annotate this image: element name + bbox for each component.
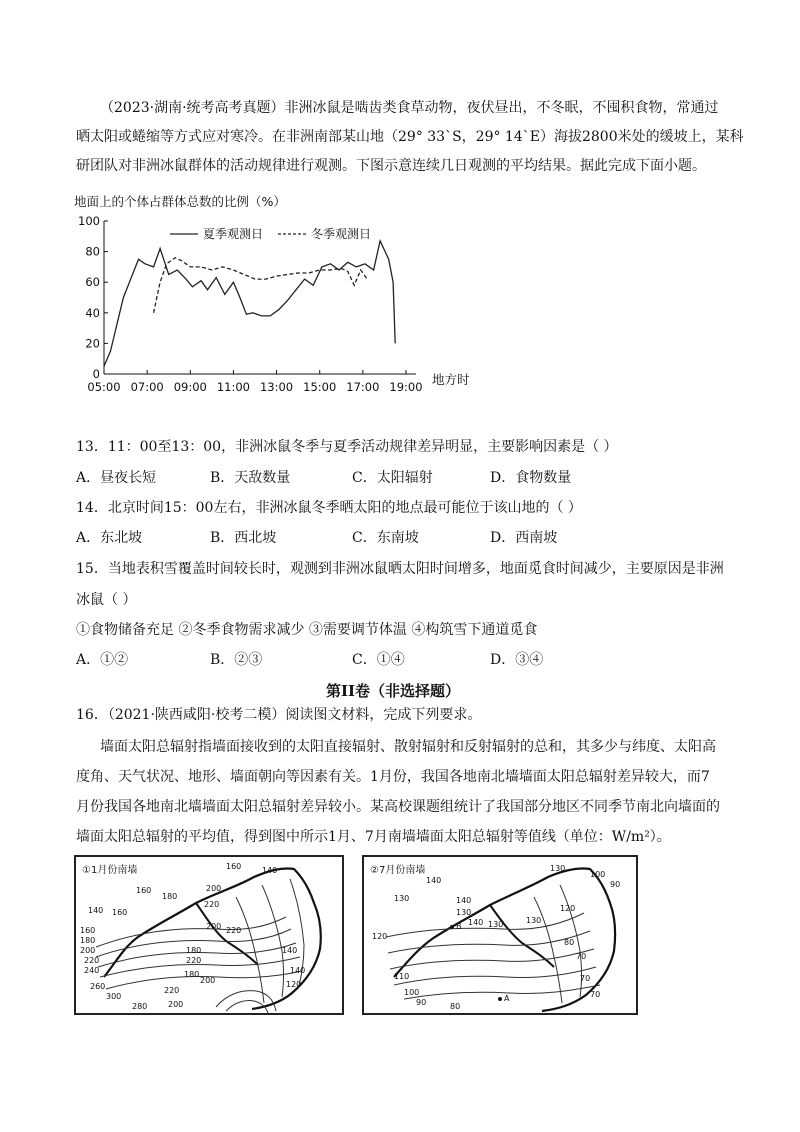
map-july-label: 70 — [590, 990, 601, 999]
x-axis-label: 地方时 — [432, 372, 470, 387]
y-tick-label: 100 — [78, 214, 100, 228]
map-january-label: 140 — [290, 966, 306, 975]
q16-paragraph-line-4: 墙面太阳总辐射的平均值，得到图中所示1月、7月南墙墙面太阳总辐射等值线（单位：W/m²）。 — [76, 829, 671, 845]
map-january-title: ①1月份南墙 — [82, 865, 138, 876]
map-january-label: 300 — [106, 992, 122, 1001]
map-july-label: 130 — [394, 894, 410, 903]
map-january-label: 220 — [226, 926, 242, 935]
map-january-label: 200 — [200, 976, 216, 985]
map-january-label: 180 — [184, 970, 200, 979]
map-july-label: 130 — [550, 864, 566, 873]
y-tick-label: 40 — [85, 305, 100, 320]
map-january-label: 200 — [80, 946, 96, 955]
x-tick-label: 11:00 — [216, 380, 251, 394]
map-july-label: 100 — [590, 870, 606, 879]
map-january-label: 180 — [162, 892, 178, 901]
q15-option-d[interactable]: D．③④ — [490, 652, 544, 668]
y-tick-label: 60 — [85, 275, 100, 290]
point-b-marker — [450, 925, 454, 929]
section-title: 第II卷（非选择题） — [326, 682, 461, 700]
q15-stem-line-2: 冰鼠（ ） — [76, 592, 137, 608]
q15-option-c[interactable]: C．①④ — [352, 652, 405, 668]
point-a-marker — [498, 997, 502, 1001]
q16-stem: 16．（2021·陕西咸阳·校考二模）阅读图文材料，完成下列要求。 — [76, 707, 482, 723]
x-tick-label: 19:00 — [389, 380, 423, 394]
map-july-label: 140 — [468, 918, 484, 927]
map-january-label: 140 — [262, 866, 278, 875]
map-july-label: 140 — [456, 896, 472, 905]
y-tick-label: 80 — [85, 244, 100, 259]
y-tick-label: 0 — [92, 367, 100, 381]
map-january-label: 140 — [282, 946, 298, 955]
map-january-label: 180 — [80, 936, 96, 945]
map-july-label: 90 — [416, 998, 427, 1007]
map-january-label: 240 — [84, 966, 100, 975]
q16-paragraph-line-2: 度角、天气状况、地形、墙面朝向等因素有关。1月份，我国各地南北墙墙面太阳总辐射差异较大，而7 — [76, 769, 710, 785]
map-july-label: 130 — [456, 908, 472, 917]
q14-stem: 14．北京时间15：00左右，非洲冰鼠冬季晒太阳的地点最可能位于该山地的（ ） — [76, 500, 582, 516]
map-july-label: 140 — [426, 876, 442, 885]
map-july-south-wall — [362, 855, 638, 1015]
map-january-label: 220 — [84, 956, 100, 965]
q13-option-a[interactable]: A．昼夜长短 — [76, 470, 157, 486]
map-january-label: 160 — [136, 886, 152, 895]
x-tick-label: 17:00 — [346, 380, 380, 394]
question-intro-line-2: 晒太阳或蜷缩等方式应对寒冷。在非洲南部某山地（29° 33`S，29° 14`E）海拔2800米处的缓坡上，某科 — [76, 129, 744, 145]
map-january-label: 120 — [286, 980, 302, 989]
map-july-label: 110 — [394, 972, 410, 981]
map-july-svg — [364, 857, 636, 1013]
map-january-svg — [76, 857, 342, 1013]
map-january-label: 160 — [226, 862, 242, 871]
map-july-label: B — [456, 922, 462, 931]
x-tick-label: 15:00 — [303, 380, 337, 394]
q15-option-b[interactable]: B．②③ — [210, 652, 263, 668]
map-january-label: 160 — [80, 926, 96, 935]
q14-option-b[interactable]: B．西北坡 — [210, 530, 277, 546]
map-july-label: 130 — [488, 920, 504, 929]
y-tick-label: 20 — [85, 336, 100, 351]
q14-option-a[interactable]: A．东北坡 — [76, 530, 143, 546]
q13-stem: 13．11：00至13：00，非洲冰鼠冬季与夏季活动规律差异明显，主要影响因素是（ ） — [76, 439, 618, 455]
map-july-label: 120 — [560, 904, 576, 913]
q14-option-d[interactable]: D．西南坡 — [490, 530, 558, 546]
q16-paragraph-line-3: 月份我国各地南北墙墙面太阳总辐射差异较小。某高校课题组统计了我国部分地区不同季节南北向墙面的 — [76, 799, 720, 815]
map-july-label: 120 — [372, 932, 388, 941]
q13-option-b[interactable]: B．天敌数量 — [210, 470, 291, 486]
map-july-label: 130 — [526, 916, 542, 925]
x-tick-label: 09:00 — [173, 380, 207, 394]
map-july-label: 80 — [564, 938, 575, 947]
legend-winter: 冬季观测日 — [311, 227, 372, 241]
map-january-label: 220 — [204, 900, 220, 909]
map-july-label: A — [504, 994, 510, 1003]
map-january-label: 180 — [186, 946, 202, 955]
chart-title: 地面上的个体占群体总数的比例（%） — [74, 194, 286, 209]
map-january-label: 260 — [90, 982, 106, 991]
map-july-label: 70 — [576, 952, 587, 961]
map-july-label: 90 — [610, 880, 621, 889]
x-tick-label: 07:00 — [130, 380, 164, 394]
q15-items: ①食物储备充足 ②冬季食物需求减少 ③需要调节体温 ④构筑雪下通道觅食 — [76, 622, 538, 638]
map-january-label: 160 — [112, 908, 128, 917]
activity-line-chart — [70, 186, 510, 411]
map-january-south-wall — [74, 855, 344, 1015]
q13-option-d[interactable]: D．食物数量 — [490, 470, 572, 486]
q14-option-c[interactable]: C．东南坡 — [352, 530, 419, 546]
map-january-label: 220 — [164, 986, 180, 995]
map-july-label: 80 — [450, 1002, 461, 1011]
map-january-label: 200 — [168, 1000, 184, 1009]
q13-option-c[interactable]: C．太阳辐射 — [352, 470, 433, 486]
series-summer-line — [104, 241, 395, 366]
map-july-label: 100 — [404, 988, 420, 997]
legend-summary: 夏季观测日 — [203, 227, 264, 241]
map-july-label: 70 — [580, 974, 591, 983]
map-january-label: 200 — [206, 922, 222, 931]
x-tick-label: 05:00 — [87, 380, 121, 394]
map-january-label: 140 — [88, 906, 104, 915]
question-intro-line-1: （2023·湖南·统考高考真题）非洲冰鼠是啮齿类食草动物，夜伏昼出，不冬眠，不囤积食物，常通过 — [100, 100, 719, 116]
series-winter-line — [154, 258, 368, 313]
question-intro-line-3: 研团队对非洲冰鼠群体的活动规律进行观测。下图示意连续几日观测的平均结果。据此完成下面小题。 — [76, 158, 706, 174]
map-january-label: 220 — [186, 956, 202, 965]
q15-stem-line-1: 15．当地表积雪覆盖时间较长时，观测到非洲冰鼠晒太阳时间增多，地面觅食时间减少，主要原因是非洲 — [76, 561, 724, 577]
map-july-title: ②7月份南墙 — [370, 865, 426, 876]
map-january-label: 200 — [206, 884, 222, 893]
x-tick-label: 13:00 — [259, 380, 294, 394]
q15-option-a[interactable]: A．①② — [76, 652, 129, 668]
q16-paragraph-line-1: 墙面太阳总辐射指墙面接收到的太阳直接辐射、散射辐射和反射辐射的总和，其多少与纬度、太阳高 — [100, 739, 716, 755]
map-january-label: 280 — [132, 1002, 148, 1011]
